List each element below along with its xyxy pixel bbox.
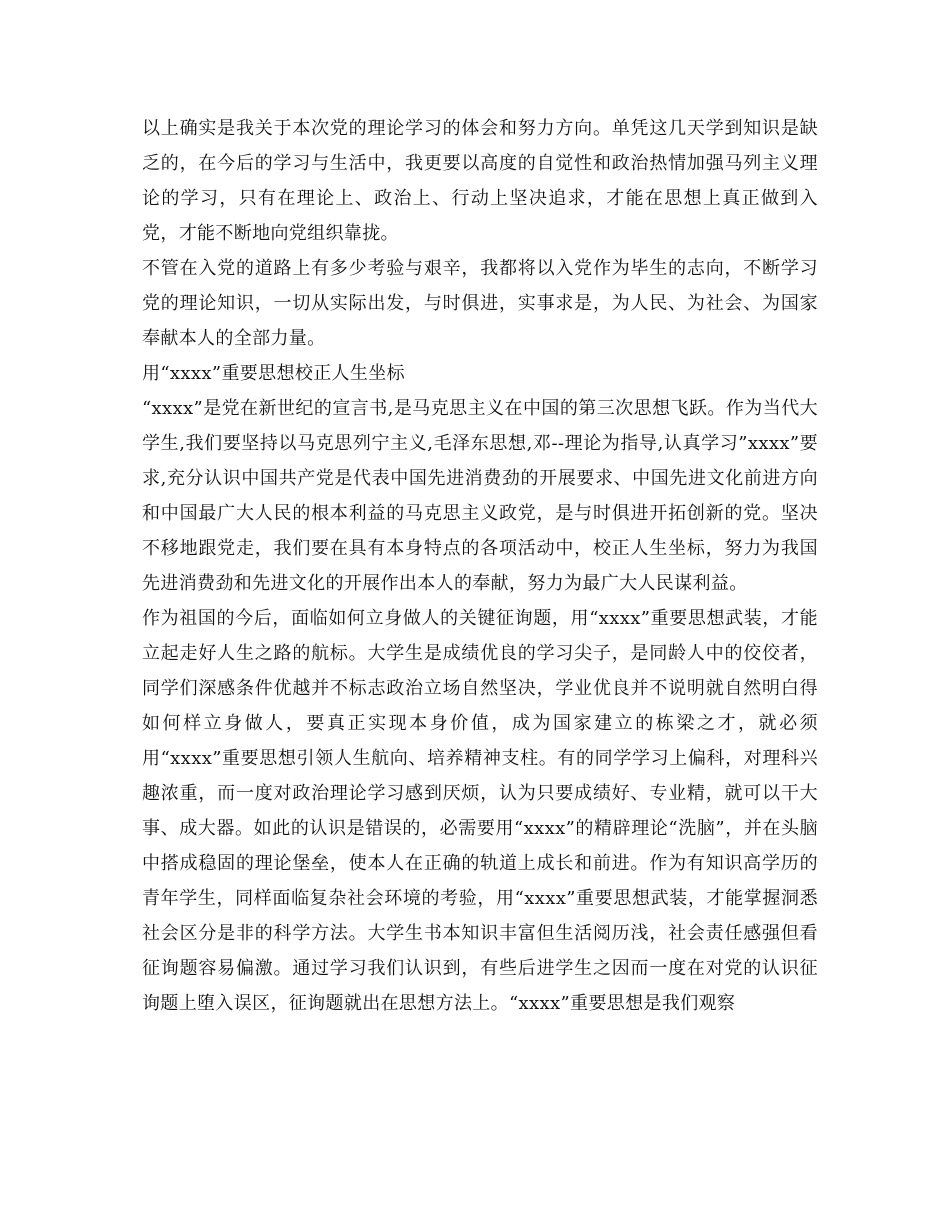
paragraph-party-aspiration: 不管在入党的道路上有多少考验与艰辛，我都将以入党作为毕生的志向，不断学习党的理论知识，一切从实际出发，与时俱进，实事求是，为人民、为社会、为国家奉献本人的全部力量。 [142,258,818,349]
paragraph-study-conclusion: 以上确实是我关于本次党的理论学习的体会和努力方向。单凭这几天学到知识是缺乏的，在今后的学习与生活中，我更要以高度的自觉性和政治热情加强马列主义理论的学习，只有在理论上、政治上、行动上坚决追求，才能在思想上真正做到入党，才能不断地向党组织靠拢。 [142,118,818,244]
paragraph-life-navigation: 作为祖国的今后，面临如何立身做人的关键征询题，用“xxxx”重要思想武装，才能立起走好人生之路的航标。大学生是成绩优良的学习尖子，是同龄人中的佼佼者，同学们深感条件优越并不标志政治立场自然坚决，学业优良并不说明就自然明白得如何样立身做人，要真正实现本身价值，成为国家建立的栋梁之才，就必须用“xxxx”重要思想引领人生航向、培养精神支柱。有的同学学习上偏科，对理科兴趣浓重，而一度对政治理论学习感到厌烦，认为只要成绩好、专业精，就可以干大事、成大器。如此的认识是错误的，必需要用“xxxx”的精辟理论“洗脑”，并在头脑中搭成稳固的理论堡垒，使本人在正确的轨道上成长和前进。作为有知识高学历的青年学生，同样面临复杂社会环境的考验，用“xxxx”重要思想武装，才能掌握洞悉社会区分是非的科学方法。大学生书本知识丰富但生活阅历浅，社会责任感强但看征询题容易偏激。通过学习我们认识到，有些后进学生之因而一度在对党的认识征询题上堕入误区，征询题就出在思想方法上。“xxxx”重要思想是我们观察 [142,608,818,1014]
document-body [142,111,818,1021]
paragraph-manifesto: “xxxx”是党在新世纪的宣言书,是马克思主义在中国的第三次思想飞跃。作为当代大学生,我们要坚持以马克思列宁主义,毛泽东思想,邓--理论为指导,认真学习”xxxx”要求,充分认识中国共产党是代表中国先进消费劲的开展要求、中国先进文化前进方向和中国最广大人民的根本利益的马克思主义政党，是与时俱进开拓创新的党。坚决不移地跟党走，我们要在具有本身特点的各项活动中，校正人生坐标，努力为我国先进消费劲和先进文化的开展作出本人的奉献，努力为最广大人民谋利益。 [142,398,818,594]
section-heading: 用“xxxx”重要思想校正人生坐标 [142,363,405,384]
